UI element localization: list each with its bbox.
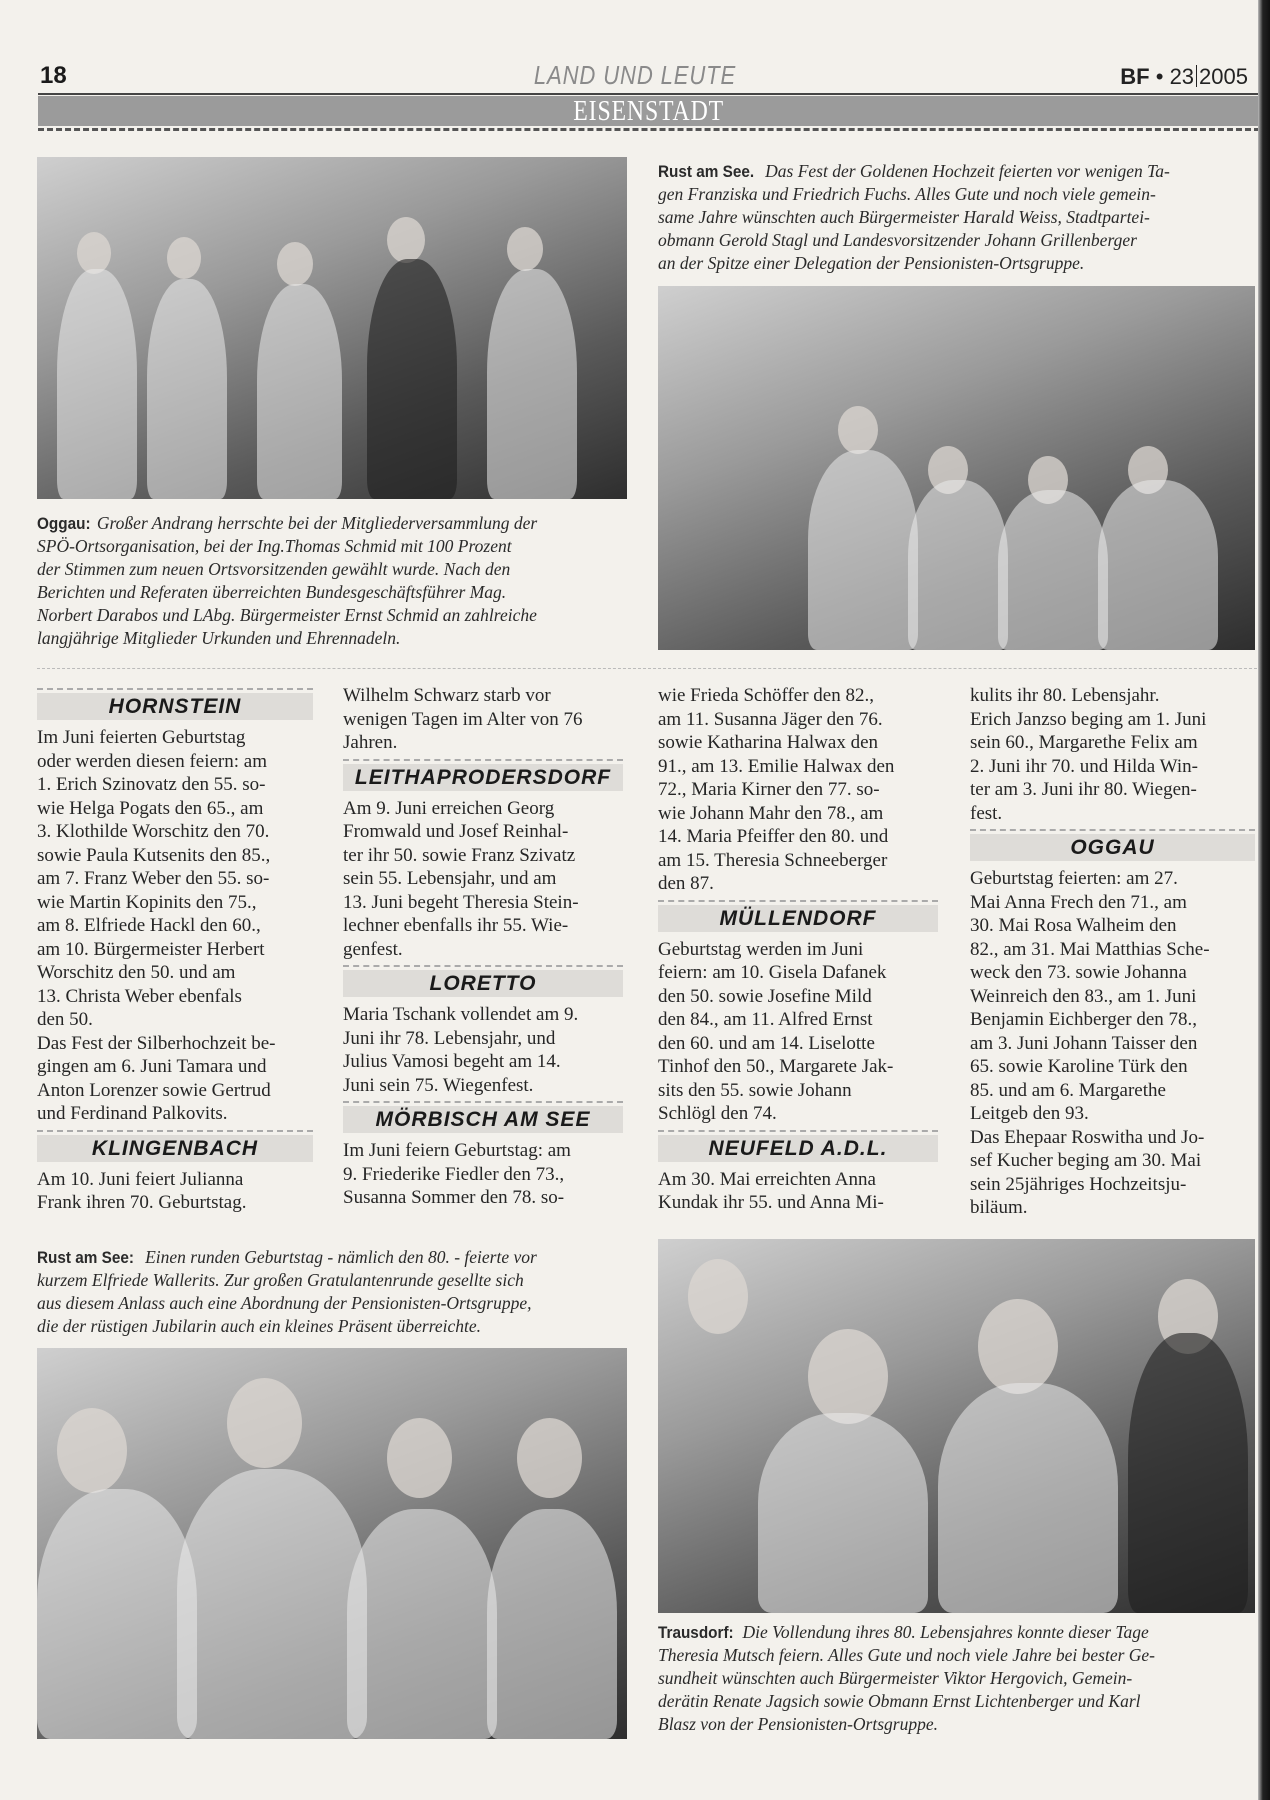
- locality-heading-text: LEITHAPRODERSDORF: [343, 764, 623, 791]
- text-line: Tinhof den 50., Margarete Jak-: [658, 1056, 894, 1077]
- caption-text: sundheit wünschten auch Bürgermeister Viktor Hergovich, Gemein-: [658, 1668, 1133, 1688]
- page-binding-edge: [1258, 0, 1270, 1800]
- locality-heading: [343, 1101, 623, 1133]
- issue-number: 23: [1169, 64, 1195, 89]
- text-line: genfest.: [343, 938, 403, 960]
- caption-text: SPÖ-Ortsorganisation, bei der Ing.Thomas Schmid mit 100 Prozent: [37, 536, 512, 556]
- locality-heading-text: MÜLLENDORF: [658, 905, 938, 932]
- caption-text: Einen runden Geburtstag - nämlich den 80. - feierte vor: [140, 1247, 537, 1267]
- text-line: wenigen Tagen im Alter von 76: [343, 708, 583, 730]
- section-title: LAND UND LEUTE: [533, 60, 737, 90]
- publication-name: BF: [1120, 64, 1150, 89]
- text-line: 9. Friederike Fiedler den 73.,: [343, 1163, 565, 1185]
- text-line: Worschitz den 50. und am: [37, 962, 236, 983]
- locality-heading: [37, 1130, 313, 1162]
- article-paragraph: [343, 1003, 623, 1097]
- text-line: den 50. sowie Josefine Mild: [658, 985, 872, 1007]
- caption-line: [37, 627, 637, 650]
- caption-line: [37, 1269, 637, 1292]
- section-divider: [37, 668, 1257, 669]
- text-line: Leitgeb den 93.: [970, 1103, 1089, 1124]
- caption-text: Norbert Darabos und LAbg. Bürgermeister Ernst Schmid an zahlreiche: [37, 605, 537, 625]
- caption-lead: Oggau:: [37, 514, 91, 533]
- caption-text: Das Fest der Goldenen Hochzeit feierten vor wenigen Ta-: [760, 161, 1170, 181]
- text-line: Jahren.: [343, 732, 398, 753]
- locality-heading-text: LORETTO: [343, 970, 623, 997]
- caption-text: die der rüstigen Jubilarin auch ein kleines Präsent überreichte.: [37, 1316, 482, 1336]
- caption-line: [658, 160, 1258, 183]
- header-rule: [38, 93, 1260, 95]
- caption-rust-birthday: [37, 1246, 637, 1338]
- caption-line: [658, 1667, 1258, 1690]
- article-paragraph: [343, 797, 623, 962]
- article-paragraph: [658, 938, 938, 1126]
- caption-trausdorf: [658, 1621, 1258, 1736]
- text-line: Juni sein 75. Wiegenfest.: [343, 1074, 534, 1096]
- text-line: Am 9. Juni erreichen Georg: [343, 797, 555, 819]
- caption-line: [37, 604, 637, 627]
- text-line: den 84., am 11. Alfred Ernst: [658, 1009, 873, 1030]
- text-line: 65. sowie Karoline Türk den: [970, 1056, 1188, 1077]
- caption-line: [37, 1246, 637, 1269]
- locality-heading: [343, 965, 623, 997]
- text-line: Julius Vamosi begeht am 14.: [343, 1051, 561, 1072]
- caption-text: Die Vollendung ihres 80. Lebensjahres konnte dieser Tage: [738, 1622, 1149, 1642]
- caption-line: [37, 1292, 637, 1315]
- photo-trausdorf: [658, 1239, 1255, 1613]
- text-line: Susanna Sommer den 78. so-: [343, 1187, 565, 1208]
- text-line: Im Juni feiern Geburtstag: am: [343, 1140, 571, 1161]
- text-line: Maria Tschank vollendet am 9.: [343, 1004, 579, 1025]
- band-dashed-rule: [38, 128, 1260, 131]
- caption-line: [37, 512, 637, 535]
- caption-text: Theresia Mutsch feiern. Alles Gute und noch viele Jahre bei bester Ge-: [658, 1645, 1155, 1665]
- text-line: am 15. Theresia Schneeberger: [658, 849, 888, 871]
- text-line: sowie Paula Kutsenits den 85.,: [37, 844, 271, 866]
- caption-line: [37, 1315, 637, 1338]
- caption-text: Blasz von der Pensionisten-Ortsgruppe.: [658, 1714, 938, 1734]
- caption-line: [658, 1690, 1258, 1713]
- text-line: 30. Mai Rosa Walheim den: [970, 915, 1177, 936]
- text-line: Anton Lorenzer sowie Gertrud: [37, 1079, 271, 1101]
- caption-line: [37, 558, 637, 581]
- text-line: 85. und am 6. Margarethe: [970, 1079, 1166, 1101]
- photo-rust-golden-wedding: [658, 286, 1255, 650]
- issue-info: [1120, 64, 1248, 90]
- locality-heading: [658, 900, 938, 932]
- photo-rust-birthday: [37, 1348, 627, 1739]
- caption-text: kurzem Elfriede Wallerits. Zur großen Gratulantenrunde gesellte sich: [37, 1270, 524, 1290]
- caption-text: der Stimmen zum neuen Ortsvorsitzenden gewählt wurde. Nach den: [37, 559, 511, 579]
- text-line: fest.: [970, 802, 1003, 824]
- article-paragraph: [658, 1168, 938, 1215]
- locality-heading: [37, 688, 313, 720]
- text-line: gingen am 6. Juni Tamara und: [37, 1056, 267, 1077]
- text-line: am 8. Elfriede Hackl den 60.,: [37, 915, 261, 936]
- text-line: Mai Anna Frech den 71., am: [970, 891, 1187, 913]
- text-line: 72., Maria Kirner den 77. so-: [658, 779, 880, 800]
- caption-text: langjährige Mitglieder Urkunden und Ehrennadeln.: [37, 628, 401, 648]
- caption-line: [658, 229, 1258, 252]
- region-band: [38, 96, 1260, 126]
- text-line: wie Frieda Schöffer den 82.,: [658, 685, 874, 706]
- text-line: kulits ihr 80. Lebensjahr.: [970, 685, 1160, 706]
- text-line: sein 60., Margarethe Felix am: [970, 732, 1198, 753]
- text-line: 14. Maria Pfeiffer den 80. und: [658, 826, 889, 847]
- locality-heading-text: KLINGENBACH: [37, 1135, 313, 1162]
- caption-line: [658, 183, 1258, 206]
- text-line: Geburtstag werden im Juni: [658, 938, 864, 960]
- caption-line: [37, 581, 637, 604]
- text-line: Am 30. Mai erreichten Anna: [658, 1168, 876, 1190]
- text-line: Das Fest der Silberhochzeit be-: [37, 1032, 276, 1054]
- caption-text: aus diesem Anlass auch eine Abordnung der Pensionisten-Ortsgruppe,: [37, 1293, 532, 1313]
- text-line: Kundak ihr 55. und Anna Mi-: [658, 1192, 884, 1213]
- caption-text: gen Franziska und Friedrich Fuchs. Alles Gute und noch viele gemein-: [658, 184, 1156, 204]
- caption-text: an der Spitze einer Delegation der Pensionisten-Ortsgruppe.: [658, 253, 1085, 273]
- article-paragraph: [343, 684, 623, 755]
- locality-heading: [970, 829, 1255, 861]
- caption-text: derätin Renate Jagsich sowie Obmann Ernst Lichtenberger und Karl: [658, 1691, 1141, 1711]
- article-paragraph: [37, 726, 313, 1126]
- text-line: ter am 3. Juni ihr 80. Wiegen-: [970, 779, 1197, 800]
- caption-text: Berichten und Referaten überreichten Bundesgeschäftsführer Mag.: [37, 582, 507, 602]
- text-line: 13. Juni begeht Theresia Stein-: [343, 891, 579, 913]
- text-line: den 50.: [37, 1009, 93, 1030]
- page-number: 18: [40, 62, 67, 89]
- caption-lead: Rust am See.: [658, 162, 755, 181]
- caption-line: [658, 1713, 1258, 1736]
- text-column-4: [970, 684, 1255, 1220]
- text-line: sein 25jähriges Hochzeitsju-: [970, 1173, 1187, 1195]
- text-line: 82., am 31. Mai Matthias Sche-: [970, 938, 1210, 960]
- bullet: •: [1155, 64, 1164, 89]
- text-column-3: [658, 684, 938, 1215]
- text-line: 91., am 13. Emilie Halwax den: [658, 755, 895, 777]
- caption-line: [658, 252, 1258, 275]
- issue-year: 2005: [1199, 64, 1248, 89]
- text-line: lechner ebenfalls ihr 55. Wie-: [343, 915, 569, 936]
- text-line: weck den 73. sowie Johanna: [970, 962, 1187, 983]
- text-line: Im Juni feierten Geburtstag: [37, 727, 246, 748]
- text-line: Weinreich den 83., am 1. Juni: [970, 985, 1197, 1007]
- text-line: 13. Christa Weber ebenfals: [37, 985, 242, 1007]
- text-line: und Ferdinand Palkovits.: [37, 1103, 228, 1124]
- text-line: 1. Erich Szinovatz den 55. so-: [37, 774, 266, 795]
- text-line: 2. Juni ihr 70. und Hilda Win-: [970, 755, 1198, 777]
- caption-line: [37, 535, 637, 558]
- text-line: Wilhelm Schwarz starb vor: [343, 685, 551, 706]
- text-line: am 11. Susanna Jäger den 76.: [658, 708, 883, 730]
- locality-heading-text: HORNSTEIN: [37, 693, 313, 720]
- locality-heading: [343, 759, 623, 791]
- text-line: sowie Katharina Halwax den: [658, 732, 879, 753]
- text-line: Das Ehepaar Roswitha und Jo-: [970, 1126, 1205, 1148]
- text-line: 3. Klothilde Worschitz den 70.: [37, 821, 270, 842]
- text-line: Frank ihren 70. Geburtstag.: [37, 1192, 247, 1213]
- text-line: Erich Janzso beging am 1. Juni: [970, 708, 1207, 730]
- article-paragraph: [343, 1139, 623, 1210]
- text-line: Juni ihr 78. Lebensjahr, und: [343, 1027, 556, 1049]
- photo-oggau-group: [37, 157, 627, 499]
- region-title: EISENSTADT: [573, 96, 725, 127]
- text-line: am 7. Franz Weber den 55. so-: [37, 868, 270, 889]
- locality-heading: [658, 1130, 938, 1162]
- article-paragraph: [37, 1168, 313, 1215]
- text-line: oder werden diesen feiern: am: [37, 750, 268, 772]
- caption-text: Großer Andrang herrschte bei der Mitgliederversammlung der: [92, 513, 538, 533]
- caption-line: [658, 206, 1258, 229]
- caption-text: same Jahre wünschten auch Bürgermeister Harald Weiss, Stadtpartei-: [658, 207, 1150, 227]
- caption-lead: Trausdorf:: [658, 1623, 734, 1642]
- caption-line: [658, 1644, 1258, 1667]
- text-line: am 10. Bürgermeister Herbert: [37, 938, 265, 960]
- text-line: Fromwald und Josef Reinhal-: [343, 821, 569, 842]
- text-line: den 87.: [658, 873, 714, 894]
- text-line: ter ihr 50. sowie Franz Szivatz: [343, 844, 576, 866]
- text-column-2: [343, 684, 623, 1210]
- text-line: Benjamin Eichberger den 78.,: [970, 1009, 1198, 1030]
- article-paragraph: [970, 867, 1255, 1220]
- text-line: den 60. und am 14. Liselotte: [658, 1032, 875, 1054]
- locality-heading-text: NEUFELD A.D.L.: [658, 1135, 938, 1162]
- text-line: Geburtstag feierten: am 27.: [970, 868, 1178, 889]
- text-line: wie Johann Mahr den 78., am: [658, 802, 884, 824]
- text-column-1: [37, 684, 313, 1215]
- article-paragraph: [658, 684, 938, 896]
- text-line: sef Kucher beging am 30. Mai: [970, 1150, 1202, 1171]
- text-line: sein 55. Lebensjahr, und am: [343, 868, 557, 889]
- text-line: am 3. Juni Johann Taisser den: [970, 1032, 1198, 1054]
- text-line: Schlögl den 74.: [658, 1103, 777, 1124]
- locality-heading-text: OGGAU: [970, 834, 1255, 861]
- text-line: wie Helga Pogats den 65., am: [37, 797, 264, 819]
- caption-lead: Rust am See:: [37, 1248, 134, 1267]
- text-line: wie Martin Kopinits den 75.,: [37, 891, 257, 913]
- text-line: sits den 55. sowie Johann: [658, 1079, 852, 1101]
- caption-line: [658, 1621, 1258, 1644]
- text-line: biläum.: [970, 1197, 1028, 1218]
- caption-oggau: [37, 512, 637, 650]
- divider: [1196, 65, 1197, 87]
- text-line: Am 10. Juni feiert Julianna: [37, 1168, 244, 1190]
- article-paragraph: [970, 684, 1255, 825]
- caption-rust-golden-wedding: [658, 160, 1258, 275]
- caption-text: obmann Gerold Stagl und Landesvorsitzender Johann Grillenberger: [658, 230, 1137, 250]
- locality-heading-text: MÖRBISCH AM SEE: [343, 1106, 623, 1133]
- text-line: feiern: am 10. Gisela Dafanek: [658, 962, 887, 983]
